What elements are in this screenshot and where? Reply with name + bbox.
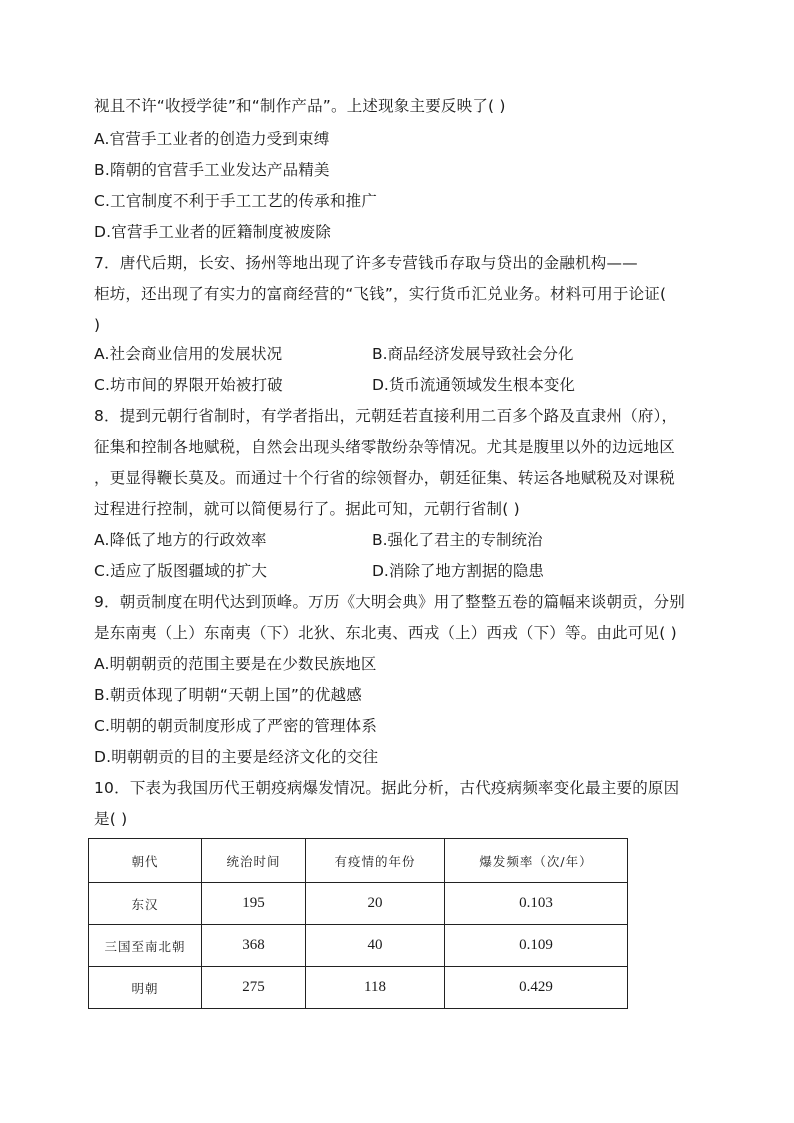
table-cell-epidemic-years: 40 bbox=[306, 925, 445, 967]
table-cell-dynasty: 东汉 bbox=[89, 883, 202, 925]
q8-option-a: A.降低了地方的行政效率 bbox=[94, 531, 267, 549]
q10-stem-line-2: 是( ) bbox=[94, 810, 128, 828]
q8-option-c: C.适应了版图疆域的扩大 bbox=[94, 562, 268, 580]
table-cell-frequency: 0.103 bbox=[445, 883, 628, 925]
q8-option-d: D.消除了地方割据的隐患 bbox=[372, 562, 544, 580]
table-cell-rule-time: 368 bbox=[202, 925, 306, 967]
q7-stem-line-3: ) bbox=[94, 316, 101, 334]
q8-stem-line-2: 征集和控制各地赋税，自然会出现头绪零散纷杂等情况。尤其是腹里以外的边远地区 bbox=[94, 438, 675, 456]
q9-option-c: C.明朝的朝贡制度形成了严密的管理体系 bbox=[94, 717, 378, 735]
q8-stem-line-4: 过程进行控制，就可以简便易行了。据此可知，元朝行省制( ) bbox=[94, 500, 520, 518]
table-row bbox=[89, 883, 628, 925]
q6-option-b: B.隋朝的官营手工业发达产品精美 bbox=[94, 161, 330, 179]
table-cell-epidemic-years: 20 bbox=[306, 883, 445, 925]
table-cell-rule-time: 275 bbox=[202, 967, 306, 1009]
q8-stem-line-3: ，更显得鞭长莫及。而通过十个行省的综领督办，朝廷征集、转运各地赋税及对课税 bbox=[94, 469, 675, 487]
q8-option-b: B.强化了君主的专制统治 bbox=[372, 531, 543, 549]
q6-option-d: D.官营手工业者的匠籍制度被废除 bbox=[94, 223, 332, 241]
table-cell-rule-time: 195 bbox=[202, 883, 306, 925]
q9-option-b: B.朝贡体现了明朝“天朝上国”的优越感 bbox=[94, 686, 362, 704]
q7-option-a: A.社会商业信用的发展状况 bbox=[94, 345, 283, 363]
table-cell-epidemic-years: 118 bbox=[306, 967, 445, 1009]
q7-option-c: C.坊市间的界限开始被打破 bbox=[94, 376, 283, 394]
q6-option-c: C.工官制度不利于手工工艺的传承和推广 bbox=[94, 192, 378, 210]
table-header-epidemic-years: 有疫情的年份 bbox=[306, 839, 445, 883]
q9-stem-line-1: 9．朝贡制度在明代达到顶峰。万历《大明会典》用了整整五卷的篇幅来谈朝贡，分别 bbox=[94, 593, 685, 611]
table-cell-frequency: 0.429 bbox=[445, 967, 628, 1009]
table-cell-frequency: 0.109 bbox=[445, 925, 628, 967]
epidemic-table bbox=[88, 838, 628, 1009]
q6-option-a: A.官营手工业者的创造力受到束缚 bbox=[94, 130, 330, 148]
q9-option-a: A.明朝朝贡的范围主要是在少数民族地区 bbox=[94, 655, 377, 673]
table-cell-dynasty: 明朝 bbox=[89, 967, 202, 1009]
table-cell-dynasty: 三国至南北朝 bbox=[89, 925, 202, 967]
table-row bbox=[89, 925, 628, 967]
q9-stem-line-2: 是东南夷（上）东南夷（下）北狄、东北夷、西戎（上）西戎（下）等。由此可见( ) bbox=[94, 624, 677, 642]
q10-stem-line-1: 10．下表为我国历代王朝疫病爆发情况。据此分析，古代疫病频率变化最主要的原因 bbox=[94, 779, 680, 797]
q8-stem-line-1: 8．提到元朝行省制时，有学者指出，元朝廷若直接利用二百多个路及直隶州（府）， bbox=[94, 407, 678, 425]
table-header-rule-time: 统治时间 bbox=[202, 839, 306, 883]
q9-option-d: D.明朝朝贡的目的主要是经济文化的交往 bbox=[94, 748, 379, 766]
q7-option-d: D.货币流通领域发生根本变化 bbox=[372, 376, 575, 394]
q7-stem-line-1: 7．唐代后期，长安、扬州等地出现了许多专营钱币存取与贷出的金融机构—— bbox=[94, 254, 638, 272]
table-header-frequency: 爆发频率（次/年） bbox=[445, 839, 628, 883]
table-header-dynasty: 朝代 bbox=[89, 839, 202, 883]
q6-stem-line: 视且不许“收授学徒”和“制作产品”。上述现象主要反映了( ) bbox=[94, 97, 506, 115]
table-row bbox=[89, 967, 628, 1009]
table-header-row bbox=[89, 839, 628, 883]
q7-stem-line-2: 柜坊，还出现了有实力的富商经营的“飞钱”，实行货币汇兑业务。材料可用于论证( bbox=[94, 285, 667, 303]
q7-option-b: B.商品经济发展导致社会分化 bbox=[372, 345, 574, 363]
